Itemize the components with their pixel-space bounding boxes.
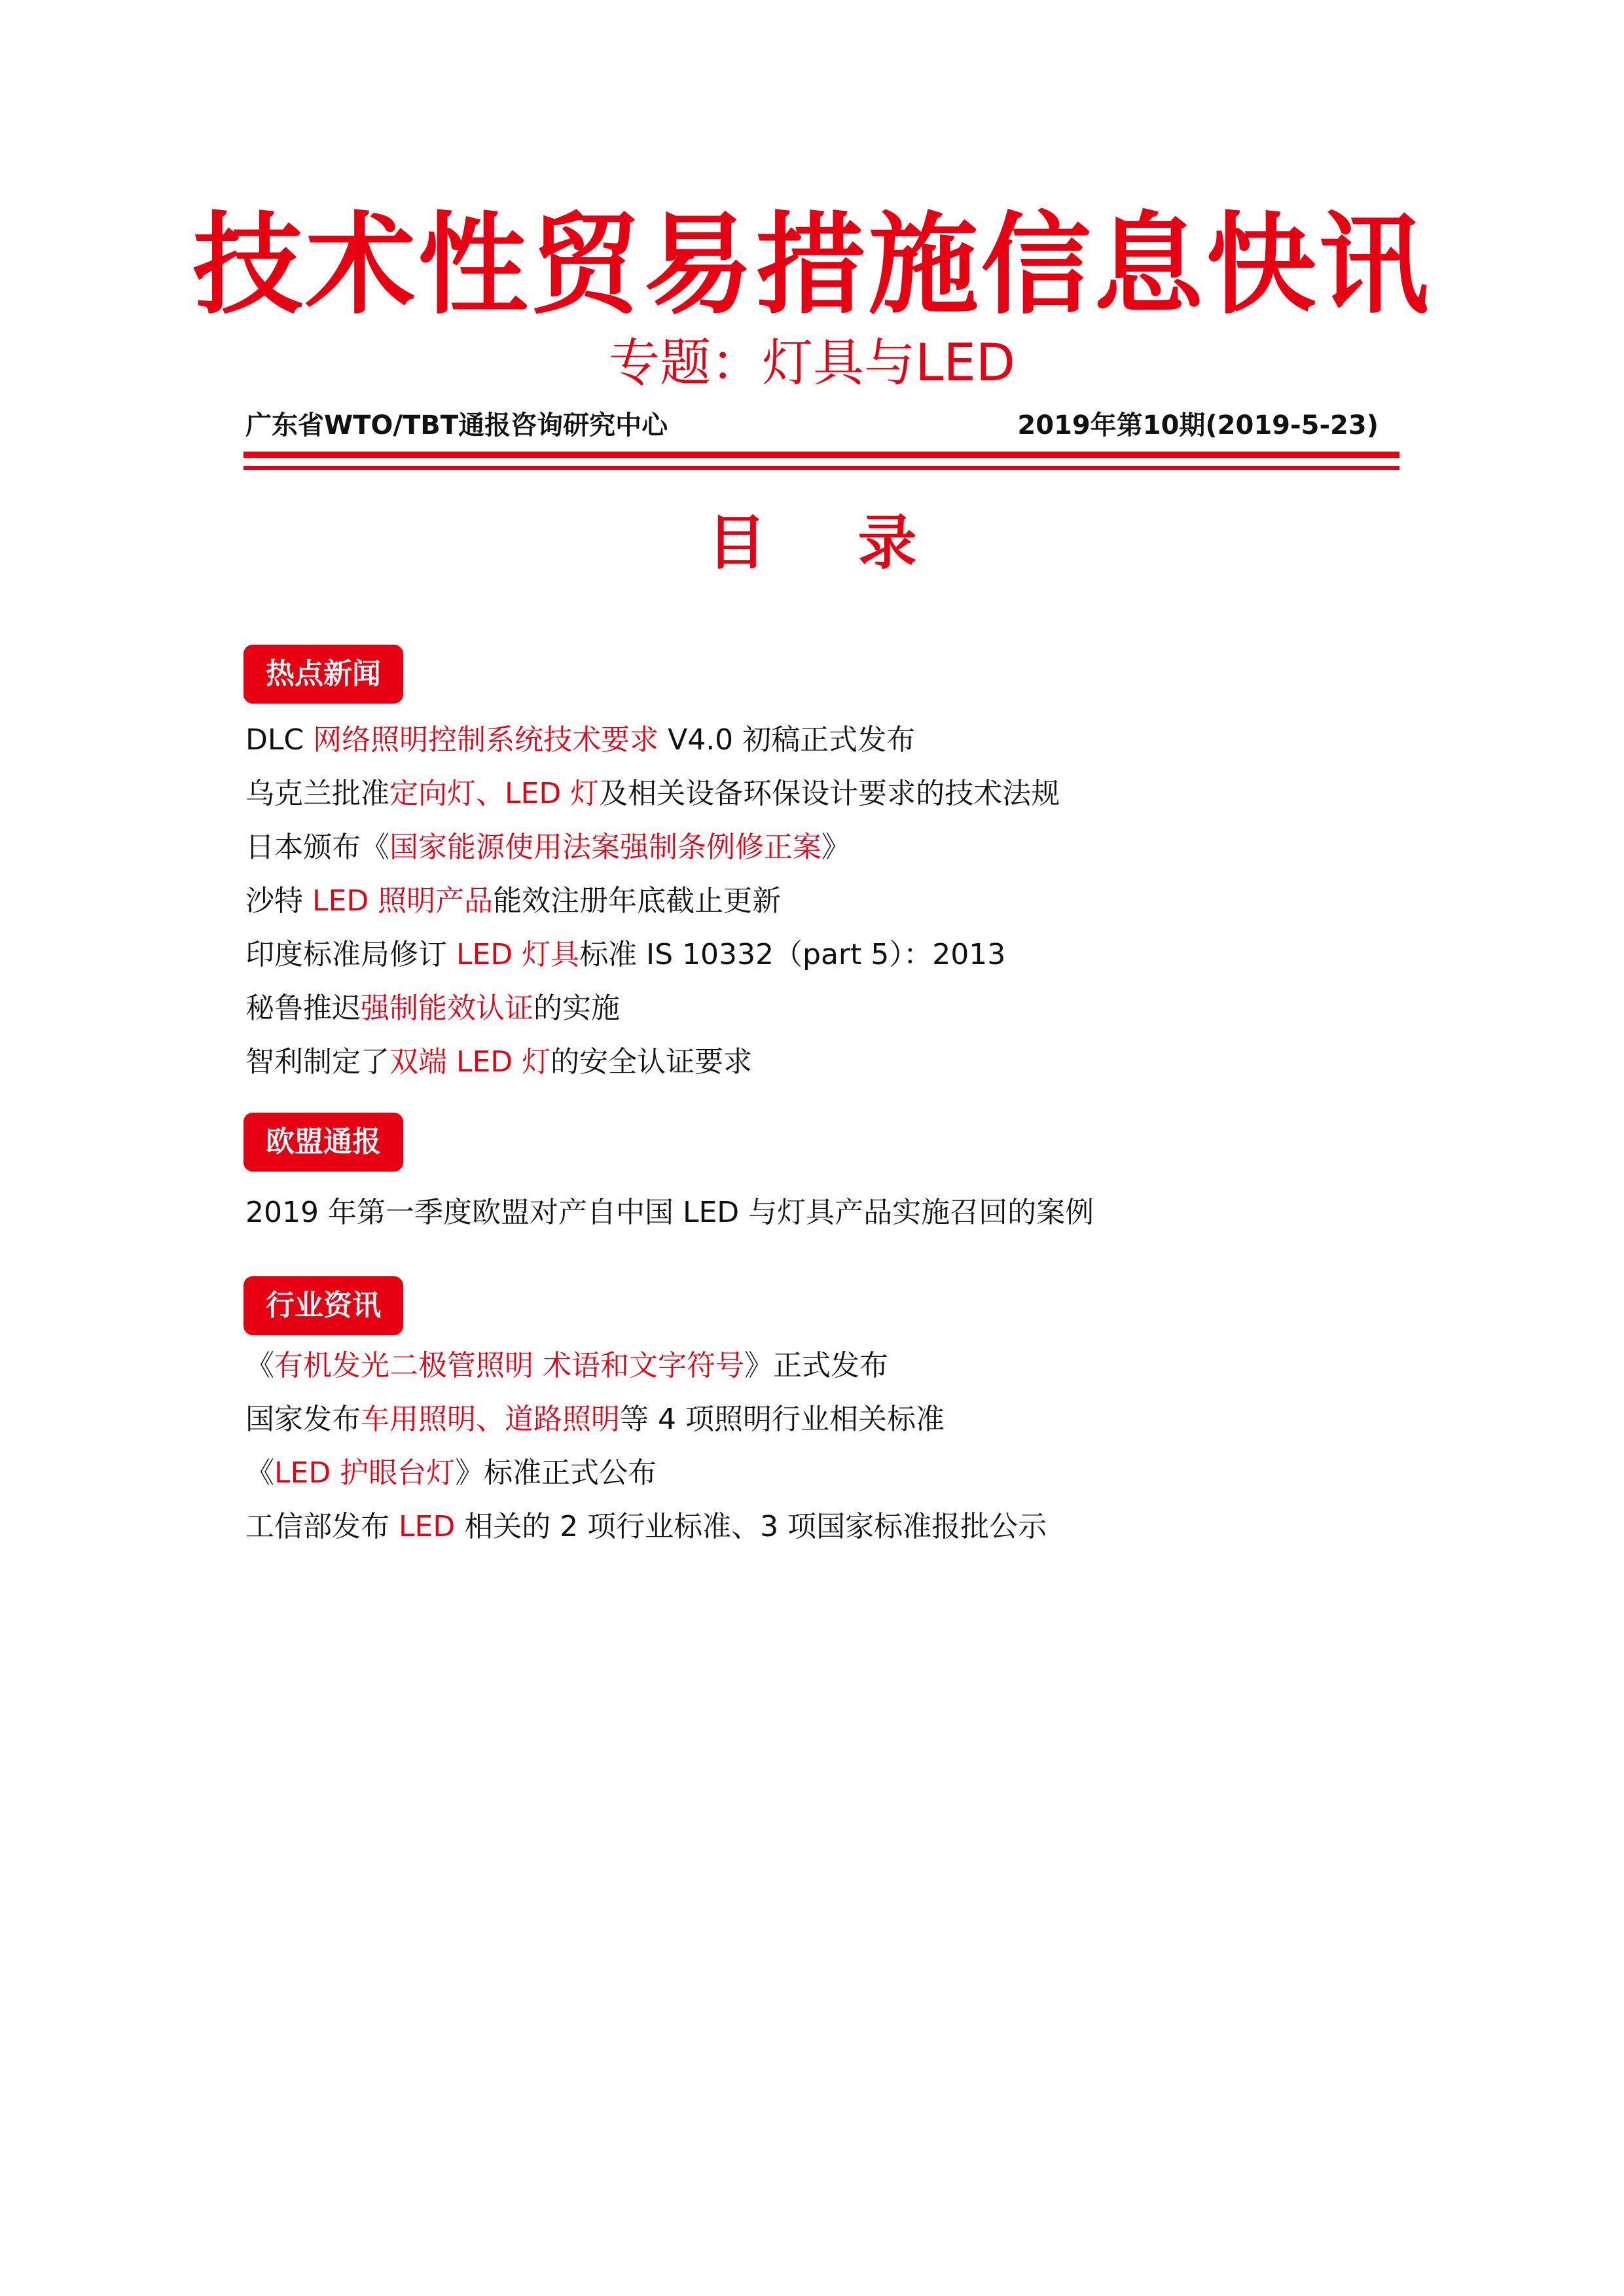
toc-item[interactable]: 乌克兰批准定向灯、LED 灯及相关设备环保设计要求的技术法规 <box>245 777 1060 810</box>
toc-item[interactable]: 工信部发布 LED 相关的 2 项行业标准、3 项国家标准报批公示 <box>245 1510 1047 1543</box>
toc-item[interactable]: 《有机发光二极管照明 术语和文字符号》正式发布 <box>245 1349 888 1382</box>
toc-item[interactable]: 印度标准局修订 LED 灯具标准 IS 10332（part 5）：2013 <box>245 938 1006 971</box>
toc-title: 目录 <box>707 509 1009 577</box>
toc-item[interactable]: 国家发布车用照明、道路照明等 4 项照明行业相关标准 <box>245 1403 945 1436</box>
issue-info: 2019年第10期(2019-5-23) <box>1017 410 1379 440</box>
section-badge-industry: 行业资讯 <box>244 1276 403 1335</box>
section-badge-hot-news: 热点新闻 <box>244 645 403 704</box>
toc-item[interactable]: 沙特 LED 照明产品能效注册年底截止更新 <box>245 884 782 918</box>
toc-item[interactable]: 日本颁布《国家能源使用法案强制条例修正案》 <box>245 831 850 864</box>
header-divider-thin <box>244 466 1399 470</box>
organization-name: 广东省WTO/TBT通报咨询研究中心 <box>245 410 668 440</box>
toc-item[interactable]: 智利制定了双端 LED 灯的安全认证要求 <box>245 1045 753 1079</box>
topic-subtitle: 专题：灯具与LED <box>609 334 1015 393</box>
toc-item[interactable]: 《LED 护眼台灯》标准正式公布 <box>245 1456 657 1490</box>
toc-item[interactable]: DLC 网络照明控制系统技术要求 V4.0 初稿正式发布 <box>245 723 916 757</box>
toc-item[interactable]: 秘鲁推迟强制能效认证的实施 <box>245 992 620 1025</box>
section-badge-eu-notice: 欧盟通报 <box>244 1113 403 1172</box>
header-divider-thick <box>244 452 1399 458</box>
newsletter-title: 技术性贸易措施信息快讯 <box>192 201 1432 329</box>
toc-item[interactable]: 2019 年第一季度欧盟对产自中国 LED 与灯具产品实施召回的案例 <box>245 1196 1094 1229</box>
